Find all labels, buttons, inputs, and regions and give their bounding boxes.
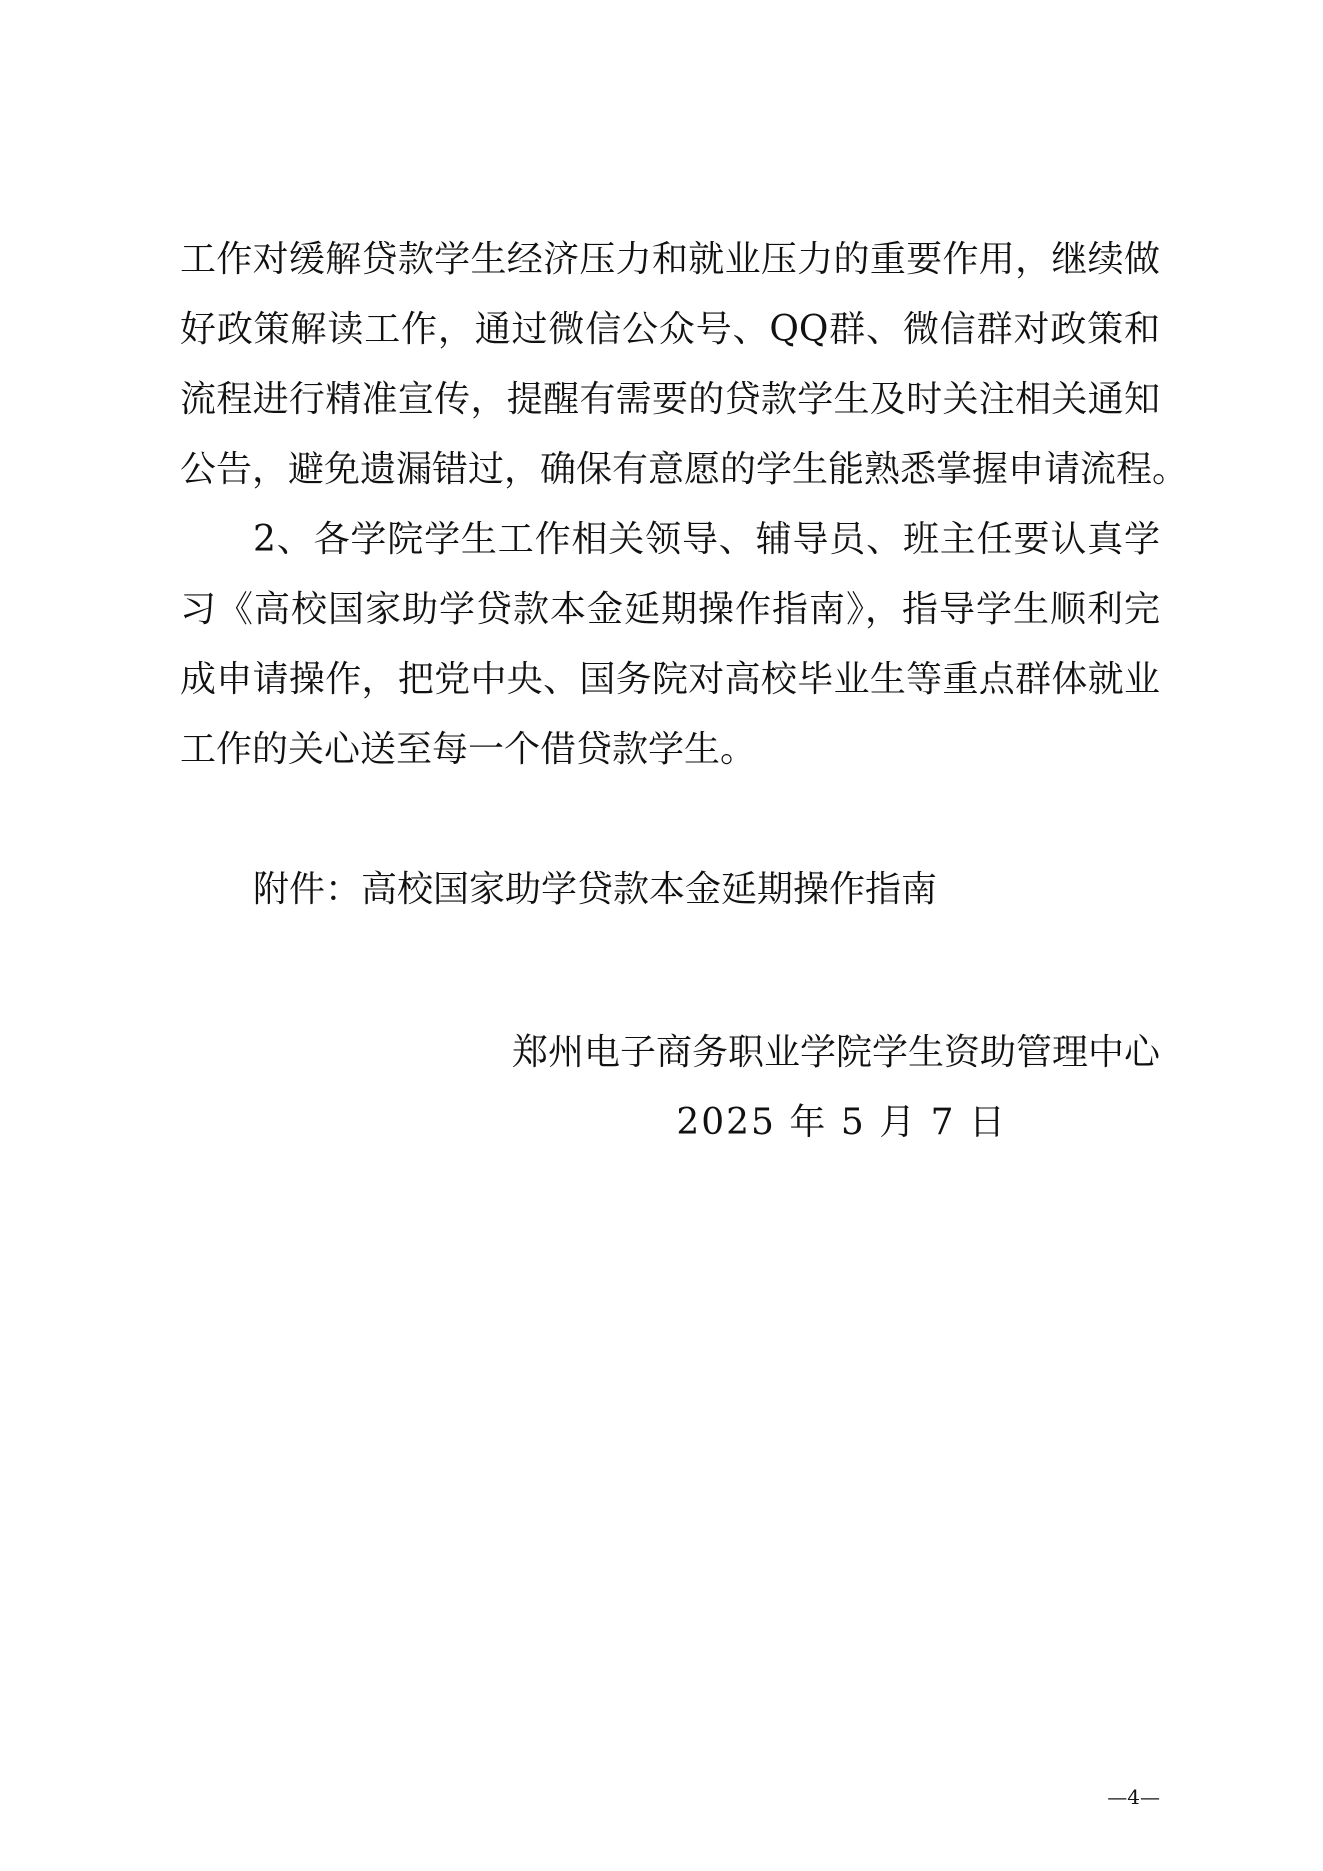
body-line-2: 好政策解读工作，通过微信公众号、QQ群、微信群对政策和 bbox=[180, 309, 1160, 350]
body-line-3: 流程进行精准宣传，提醒有需要的贷款学生及时关注相关通知 bbox=[180, 379, 1160, 420]
signature-date: 2025 年 5 月 7 日 bbox=[676, 1102, 1007, 1143]
signature-organization: 郑州电子商务职业学院学生资助管理中心 bbox=[511, 1032, 1160, 1073]
body-line-5: 2、各学院学生工作相关领导、辅导员、班主任要认真学 bbox=[253, 519, 1160, 560]
body-line-1: 工作对缓解贷款学生经济压力和就业压力的重要作用，继续做 bbox=[180, 239, 1160, 280]
body-line-8: 工作的关心送至每一个借贷款学生。 bbox=[180, 729, 757, 770]
body-line-6: 习《高校国家助学贷款本金延期操作指南》，指导学生顺利完 bbox=[180, 589, 1160, 630]
attachment-line: 附件：高校国家助学贷款本金延期操作指南 bbox=[253, 869, 938, 910]
body-line-4: 公告，避免遗漏错过，确保有意愿的学生能熟悉掌握申请流程。 bbox=[180, 449, 1189, 490]
body-line-7: 成申请操作，把党中央、国务院对高校毕业生等重点群体就业 bbox=[180, 659, 1160, 700]
page-number: —4— bbox=[1107, 1785, 1160, 1809]
